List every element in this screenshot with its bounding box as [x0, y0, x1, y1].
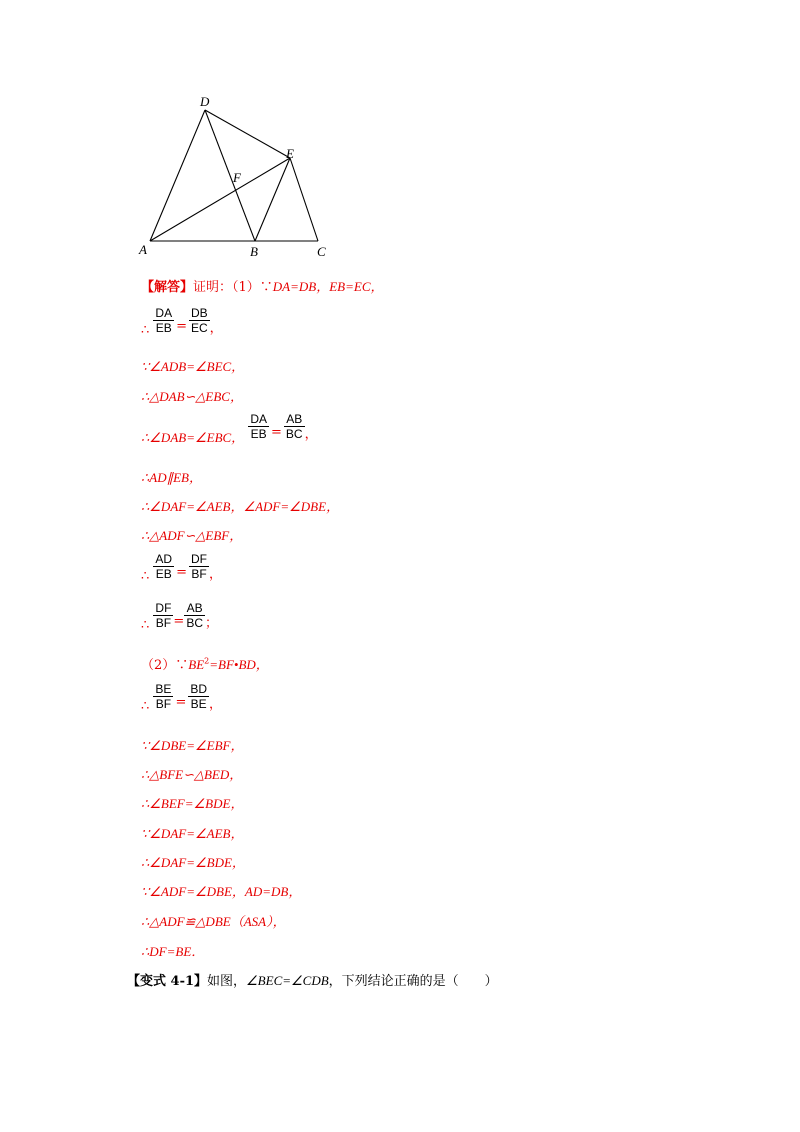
step-9: ∴ $\frac{DF}{BF}$ = $\frac{AB}{BC}$ ； — [141, 601, 219, 633]
part-2-given: $(2)\because BE^2=BF•BD$， — [141, 656, 269, 673]
next-problem-line: 【变式 4-1】如图，∠BEC=∠CDB，下列结论正确的是（ ） — [127, 973, 498, 989]
geometry-figure — [0, 0, 800, 270]
step-15: ∴∠DAF=∠BDE， — [141, 855, 245, 870]
segment-EC — [290, 158, 318, 241]
fraction: $\frac{DB}{EC}$ — [191, 306, 208, 335]
step-10: ∴ $\frac{BE}{BF}$ = $\frac{BD}{BE}$ ， — [141, 682, 223, 714]
step-11: ∵∠DBE=∠EBF， — [141, 738, 244, 753]
fraction: $\frac{AB}{BC}$ — [186, 601, 203, 630]
label-F: F — [233, 170, 241, 185]
label-A: A — [139, 242, 147, 257]
segment-AE — [150, 158, 290, 241]
step-18: ∴DF=BE． — [141, 944, 205, 959]
problem-tag: 【变式 4-1】 — [127, 974, 208, 989]
solution-given: DA=DB，EB=EC， — [272, 279, 384, 294]
step-8: ∴ $\frac{AD}{EB}$ = $\frac{DF}{BF}$ ， — [141, 552, 223, 584]
step-2: ∵∠ADB=∠BEC， — [141, 359, 245, 374]
step-13: ∴∠BEF=∠BDE， — [141, 796, 244, 811]
fraction: $\frac{DA}{EB}$ — [250, 412, 267, 441]
step-1: ∴ $\frac{DA}{EB}$ = $\frac{DB}{EC}$ ， — [141, 306, 223, 338]
fraction: $\frac{DF}{BF}$ — [155, 601, 172, 630]
segment-DB — [205, 110, 255, 241]
fraction: $\frac{AD}{EB}$ — [155, 552, 173, 581]
step-6: ∴∠DAF=∠AEB，∠ADF=∠DBE， — [141, 499, 340, 514]
step-14: ∵∠DAF=∠AEB， — [141, 826, 244, 841]
step-5: ∴AD∥EB， — [141, 470, 202, 485]
segment-DE — [205, 110, 290, 158]
fraction: $\frac{DF}{BF}$ — [191, 552, 207, 581]
fraction: $\frac{DA}{EB}$ — [155, 306, 173, 335]
label-C: C — [317, 244, 326, 259]
step-17: ∴△ADF≌△DBE（ASA）， — [141, 914, 286, 929]
solution-tag: 【解答】 — [141, 280, 194, 295]
step-3: ∴△DAB∽△EBC， — [141, 389, 243, 404]
fraction: $\frac{AB}{BC}$ — [285, 412, 303, 441]
fraction: $\frac{BE}{BF}$ — [155, 682, 172, 711]
step-12: ∴△BFE∽△BED， — [141, 767, 243, 782]
label-D: D — [200, 94, 210, 109]
step-7: ∴△ADF∽△EBF， — [141, 528, 243, 543]
therefore-symbol: ∴ — [141, 323, 150, 338]
step-4: ∴∠DAB=∠EBC， $\frac{DA}{EB}$ = $\frac{AB}{BC}$ ， — [141, 412, 318, 445]
fraction: $\frac{BD}{BE}$ — [190, 682, 208, 711]
label-B: B — [250, 244, 258, 259]
solution-intro: 证明：（1）∵ — [193, 280, 273, 295]
segment-AD — [150, 110, 205, 241]
step-16: ∵∠ADF=∠DBE，AD=DB， — [141, 884, 302, 899]
label-E: E — [286, 146, 294, 161]
solution-header-line — [141, 276, 384, 295]
segment-BE — [255, 158, 290, 241]
